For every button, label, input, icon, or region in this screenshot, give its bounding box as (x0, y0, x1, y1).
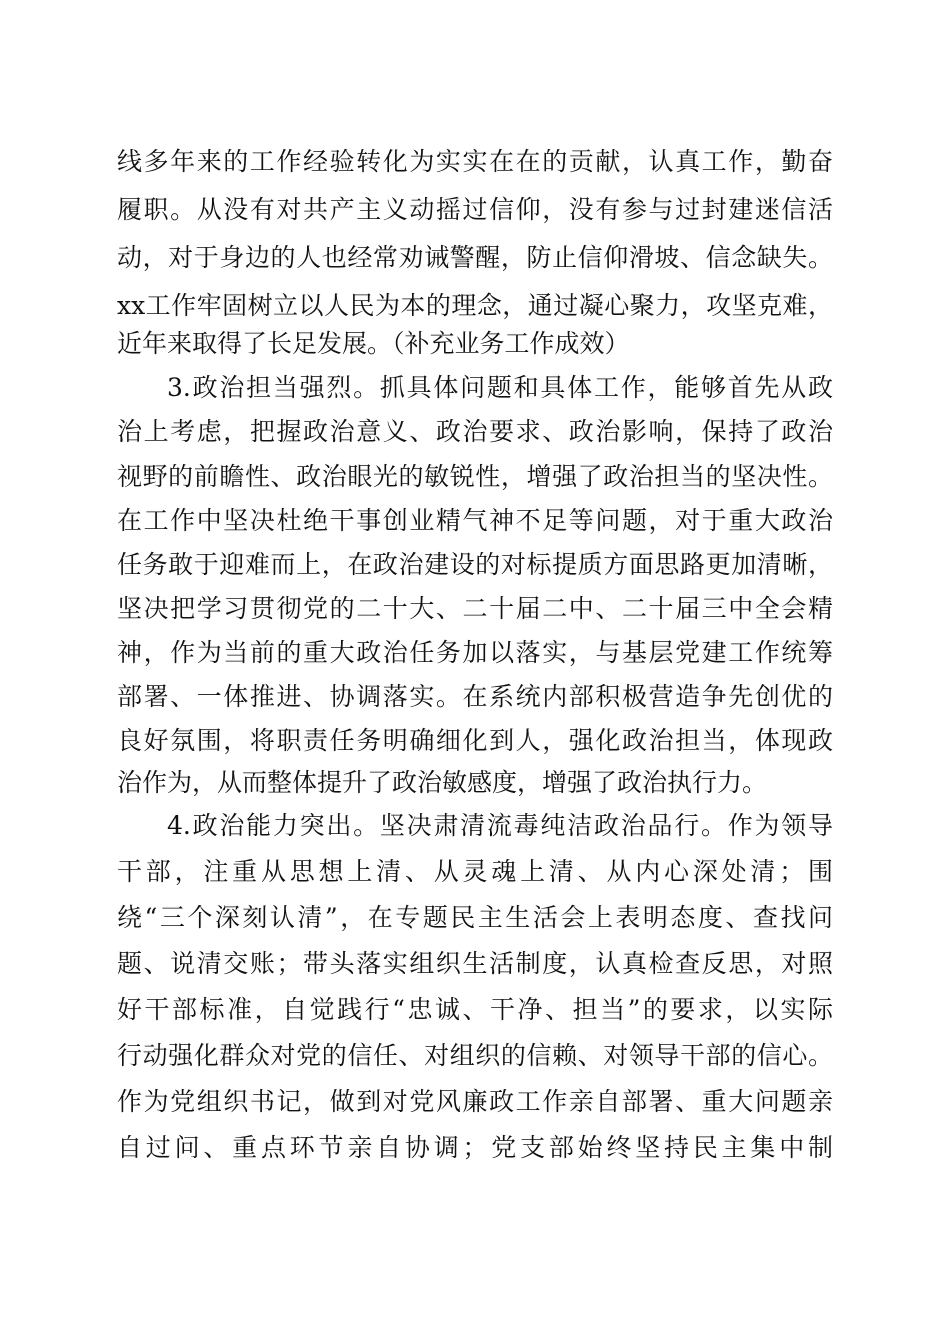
text-line: 题、说清交账；带头落实组织生活制度，认真检查反思，对照 (117, 949, 833, 978)
text-line: 视野的前瞻性、政治眼光的敏锐性，增强了政治担当的坚决性。 (117, 462, 833, 491)
paragraph-3-start: 3.政治担当强烈。抓具体问题和具体工作，能够首先从政 (167, 373, 833, 402)
text-line: 神，作为当前的重大政治任务加以落实，与基层党建工作统筹 (117, 638, 833, 667)
text-line: 治作为，从而整体提升了政治敏感度，增强了政治执行力。 (117, 768, 768, 797)
text-line: 治上考虑，把握政治意义、政治要求、政治影响，保持了政治 (117, 417, 833, 446)
text-line: 干部，注重从思想上清、从灵魂上清、从内心深处清；围 (117, 857, 833, 886)
text-line: 良好氛围，将职责任务明确细化到人，强化政治担当，体现政 (117, 726, 833, 755)
text-line: 坚决把学习贯彻党的二十大、二十届二中、二十届三中全会精 (117, 594, 833, 623)
paragraph-4-start: 4.政治能力突出。坚决肃清流毒纯洁政治品行。作为领导 (167, 811, 833, 840)
text-line: 行动强化群众对党的信任、对组织的信赖、对领导干部的信心。 (117, 1041, 833, 1070)
text-line: 线多年来的工作经验转化为实实在在的贡献，认真工作，勤奋 (117, 147, 833, 176)
text-line: 部署、一体推进、协调落实。在系统内部积极营造争先创优的 (117, 682, 833, 711)
text-line: 动，对于身边的人也经常劝诫警醒，防止信仰滑坡、信念缺失。 (117, 243, 833, 272)
text-line: xx工作牢固树立以人民为本的理念，通过凝心聚力，攻坚克难， (117, 291, 833, 320)
text-line: 绕“三个深刻认清”，在专题民主生活会上表明态度、查找问 (117, 903, 833, 932)
text-line: 任务敢于迎难而上，在政治建设的对标提质方面思路更加清晰， (117, 550, 833, 579)
text-line: 作为党组织书记，做到对党风廉政工作亲自部署、重大问题亲 (117, 1087, 833, 1116)
text-line: 自过问、重点环节亲自协调；党支部始终坚持民主集中制 (117, 1133, 833, 1162)
text-line: 近年来取得了长足发展。（补充业务工作成效） (117, 329, 630, 358)
text-line: 在工作中坚决杜绝干事创业精气神不足等问题，对于重大政治 (117, 506, 833, 535)
text-line: 履职。从没有对共产主义动摇过信仰，没有参与过封建迷信活 (117, 195, 833, 224)
text-line: 好干部标准，自觉践行“忠诚、干净、担当”的要求，以实际 (117, 995, 833, 1024)
